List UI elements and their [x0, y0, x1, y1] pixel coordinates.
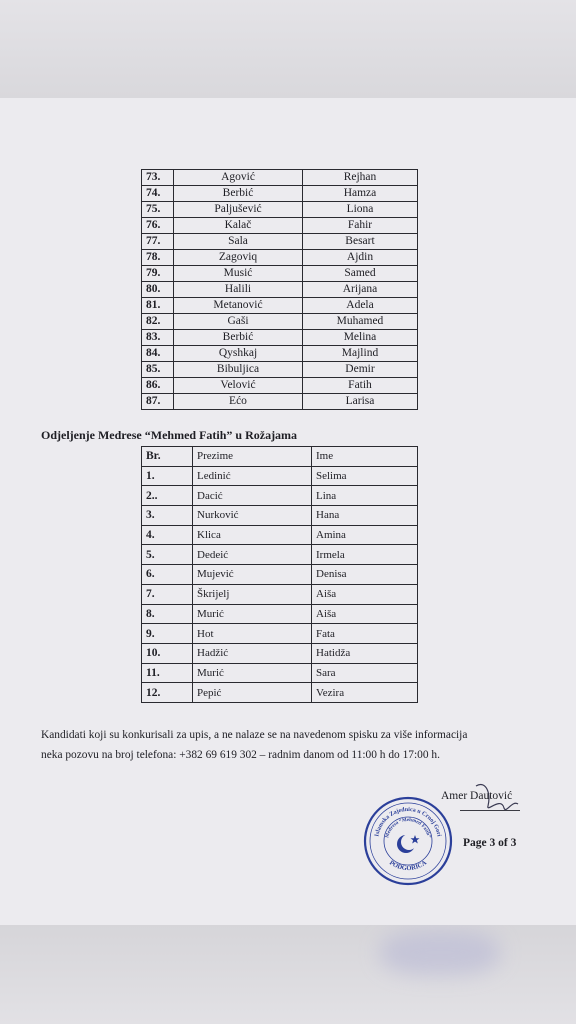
row-number: 8. [142, 604, 193, 624]
table-top [141, 169, 418, 410]
table-rozaje [141, 446, 418, 703]
signer-name: Amer Dautović [441, 790, 513, 802]
row-first-name: Hatidža [312, 643, 418, 663]
row-first-name: Muhamed [303, 314, 418, 330]
table-row [142, 170, 418, 186]
table-row [142, 202, 418, 218]
row-surname: Velović [174, 378, 303, 394]
row-first-name: Samed [303, 266, 418, 282]
document-page [0, 98, 576, 925]
row-first-name: Melina [303, 330, 418, 346]
row-first-name: Majlind [303, 346, 418, 362]
row-first-name: Ajdin [303, 250, 418, 266]
table-row [142, 266, 418, 282]
row-number: 84. [142, 346, 174, 362]
table-row [142, 466, 418, 486]
row-first-name: Demir [303, 362, 418, 378]
header-surname: Prezime [193, 447, 312, 467]
row-surname: Sala [174, 234, 303, 250]
row-number: 4. [142, 525, 193, 545]
row-first-name: Liona [303, 202, 418, 218]
stamp-inner-text: Medresa “Mehmed Fatih” [385, 817, 431, 839]
row-number: 7. [142, 584, 193, 604]
row-surname: Murić [193, 663, 312, 683]
row-first-name: Hana [312, 506, 418, 526]
row-surname: Pepić [193, 683, 312, 703]
signature [456, 778, 536, 826]
row-first-name: Besart [303, 234, 418, 250]
row-number: 10. [142, 643, 193, 663]
table-row [142, 545, 418, 565]
page-number: Page 3 of 3 [463, 837, 517, 849]
row-first-name: Irmela [312, 545, 418, 565]
row-surname: Paljušević [174, 202, 303, 218]
row-surname: Berbić [174, 330, 303, 346]
row-first-name: Fata [312, 624, 418, 644]
row-number: 80. [142, 282, 174, 298]
notice-line-1: Kandidati koji su konkurisali za upis, a ne nalaze se na navedenom spisku za više informacija [41, 729, 468, 741]
row-surname: Halili [174, 282, 303, 298]
row-first-name: Aiša [312, 604, 418, 624]
row-surname: Klica [193, 525, 312, 545]
table-row [142, 486, 418, 506]
row-surname: Zagoviq [174, 250, 303, 266]
table-row [142, 604, 418, 624]
row-surname: Hadžić [193, 643, 312, 663]
table-row [142, 186, 418, 202]
row-first-name: Rejhan [303, 170, 418, 186]
row-first-name: Fatih [303, 378, 418, 394]
row-surname: Ledinić [193, 466, 312, 486]
row-number: 2.. [142, 486, 193, 506]
row-number: 85. [142, 362, 174, 378]
svg-text:PODGORICA [388, 859, 428, 872]
table-row [142, 565, 418, 585]
row-surname: Metanović [174, 298, 303, 314]
stamp-outer-text: Islamska Zajednica u Crnoj Gori [374, 806, 442, 838]
table-row [142, 282, 418, 298]
row-number: 1. [142, 466, 193, 486]
table-header-row [142, 447, 418, 467]
row-first-name: Aiša [312, 584, 418, 604]
table-row [142, 218, 418, 234]
row-number: 74. [142, 186, 174, 202]
row-first-name: Arijana [303, 282, 418, 298]
table-row [142, 584, 418, 604]
table-row [142, 506, 418, 526]
background-blur [380, 930, 500, 975]
table-row [142, 250, 418, 266]
row-first-name: Adela [303, 298, 418, 314]
row-surname: Gaši [174, 314, 303, 330]
row-first-name: Amina [312, 525, 418, 545]
row-number: 78. [142, 250, 174, 266]
row-number: 82. [142, 314, 174, 330]
row-surname: Kalač [174, 218, 303, 234]
header-no: Br. [142, 447, 193, 467]
row-surname: Mujević [193, 565, 312, 585]
header-name: Ime [312, 447, 418, 467]
row-number: 5. [142, 545, 193, 565]
table-row [142, 234, 418, 250]
row-surname: Berbić [174, 186, 303, 202]
notice-line-2: neka pozovu na broj telefona: +382 69 619 302 – radnim danom od 11:00 h do 17:00 h. [41, 749, 440, 761]
row-first-name: Sara [312, 663, 418, 683]
table-row [142, 643, 418, 663]
row-first-name: Vezira [312, 683, 418, 703]
row-number: 9. [142, 624, 193, 644]
row-number: 83. [142, 330, 174, 346]
table-row [142, 330, 418, 346]
table-row [142, 394, 418, 410]
row-first-name: Fahir [303, 218, 418, 234]
table-row [142, 378, 418, 394]
row-surname: Murić [193, 604, 312, 624]
table-row [142, 346, 418, 362]
row-first-name: Lina [312, 486, 418, 506]
row-number: 87. [142, 394, 174, 410]
row-first-name: Denisa [312, 565, 418, 585]
row-number: 86. [142, 378, 174, 394]
table-row [142, 298, 418, 314]
row-surname: Hot [193, 624, 312, 644]
row-surname: Agović [174, 170, 303, 186]
crescent-star-icon [397, 834, 420, 853]
row-surname: Dacić [193, 486, 312, 506]
row-surname: Ećo [174, 394, 303, 410]
row-first-name: Hamza [303, 186, 418, 202]
notice-text [41, 725, 531, 765]
row-number: 79. [142, 266, 174, 282]
row-number: 77. [142, 234, 174, 250]
stamp-city-text: PODGORICA [388, 859, 428, 873]
table-row [142, 683, 418, 703]
table-row [142, 362, 418, 378]
row-number: 3. [142, 506, 193, 526]
table-row [142, 663, 418, 683]
row-number: 73. [142, 170, 174, 186]
row-surname: Qyshkaj [174, 346, 303, 362]
row-surname: Škrijelj [193, 584, 312, 604]
table-row [142, 624, 418, 644]
row-first-name: Larisa [303, 394, 418, 410]
row-number: 81. [142, 298, 174, 314]
row-number: 75. [142, 202, 174, 218]
row-number: 76. [142, 218, 174, 234]
table-row [142, 525, 418, 545]
background-top [0, 0, 576, 98]
official-stamp [362, 795, 454, 887]
row-surname: Musić [174, 266, 303, 282]
signature-line [460, 810, 520, 811]
row-surname: Bibuljica [174, 362, 303, 378]
row-number: 6. [142, 565, 193, 585]
row-number: 11. [142, 663, 193, 683]
row-surname: Nurković [193, 506, 312, 526]
row-number: 12. [142, 683, 193, 703]
table-row [142, 314, 418, 330]
row-surname: Dedeić [193, 545, 312, 565]
row-first-name: Selima [312, 466, 418, 486]
section-heading: Odjeljenje Medrese “Mehmed Fatih” u Rožajama [41, 428, 298, 442]
